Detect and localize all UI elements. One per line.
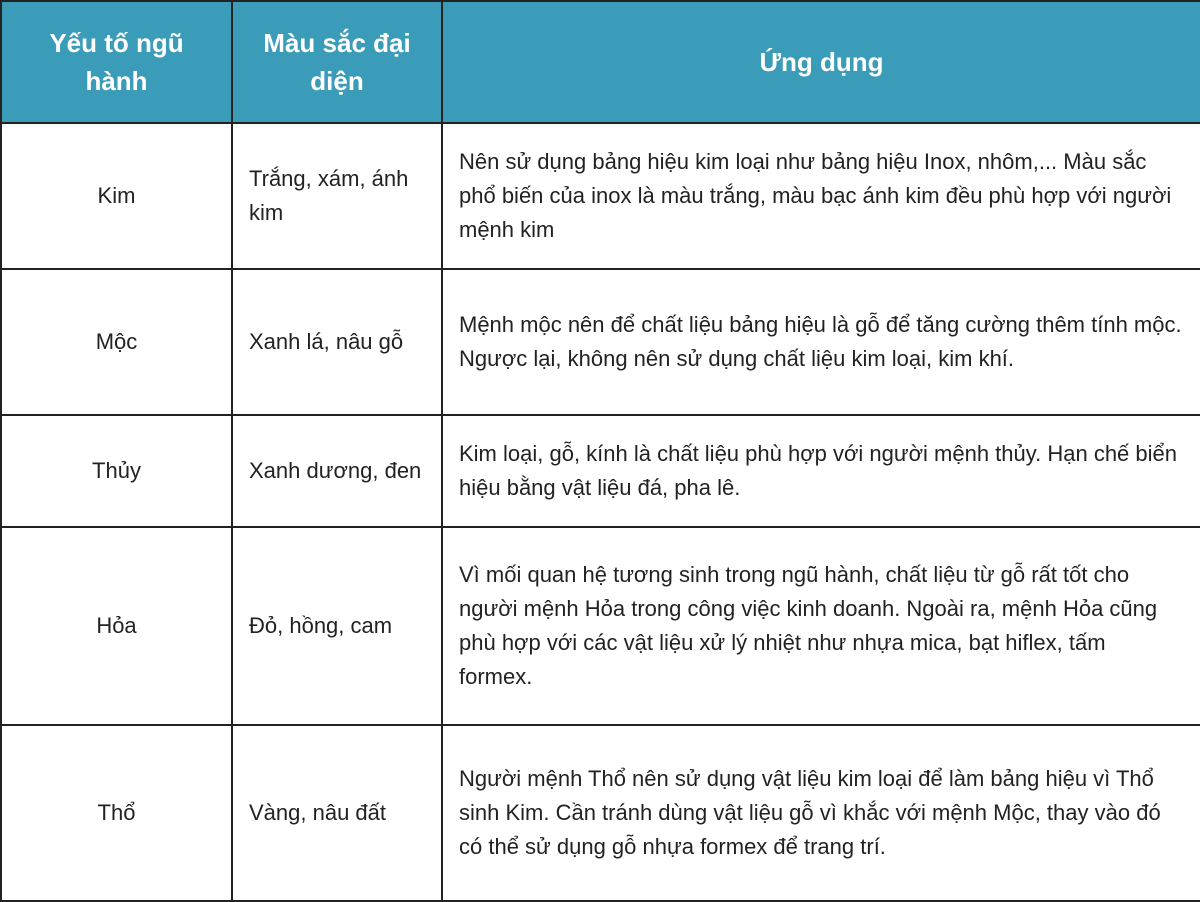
cell-element: Thủy [1,415,232,527]
header-usage: Ứng dụng [442,1,1200,123]
table-row [1,415,1200,527]
table-row [1,123,1200,269]
cell-element: Mộc [1,269,232,415]
cell-element: Kim [1,123,232,269]
table-body [1,123,1200,901]
cell-usage: Kim loại, gỗ, kính là chất liệu phù hợp với người mệnh thủy. Hạn chế biển hiệu bằng vật liệu đá, pha lê. [442,415,1200,527]
cell-usage: Mệnh mộc nên để chất liệu bảng hiệu là gỗ để tăng cường thêm tính mộc. Ngược lại, không nên sử dụng chất liệu kim loại, kim khí. [442,269,1200,415]
table-row [1,725,1200,901]
cell-usage: Vì mối quan hệ tương sinh trong ngũ hành, chất liệu từ gỗ rất tốt cho người mệnh Hỏa trong công việc kinh doanh. Ngoài ra, mệnh Hỏa cũng phù hợp với các vật liệu xử lý nhiệt như nhựa mica, bạt hiflex, tấm formex. [442,527,1200,725]
cell-usage: Nên sử dụng bảng hiệu kim loại như bảng hiệu Inox, nhôm,... Màu sắc phổ biến của inox là màu trắng, màu bạc ánh kim đều phù hợp với người mệnh kim [442,123,1200,269]
cell-element: Thổ [1,725,232,901]
cell-color: Vàng, nâu đất [232,725,442,901]
cell-color: Trắng, xám, ánh kim [232,123,442,269]
cell-color: Xanh dương, đen [232,415,442,527]
cell-color: Xanh lá, nâu gỗ [232,269,442,415]
table-header [1,1,1200,123]
cell-color: Đỏ, hồng, cam [232,527,442,725]
table-row [1,527,1200,725]
cell-element: Hỏa [1,527,232,725]
header-element: Yếu tố ngũ hành [1,1,232,123]
header-color: Màu sắc đại diện [232,1,442,123]
header-row [1,1,1200,123]
cell-usage: Người mệnh Thổ nên sử dụng vật liệu kim loại để làm bảng hiệu vì Thổ sinh Kim. Cần tránh dùng vật liệu gỗ vì khắc với mệnh Mộc, thay vào đó có thể sử dụng gỗ nhựa formex để trang trí. [442,725,1200,901]
table-row [1,269,1200,415]
